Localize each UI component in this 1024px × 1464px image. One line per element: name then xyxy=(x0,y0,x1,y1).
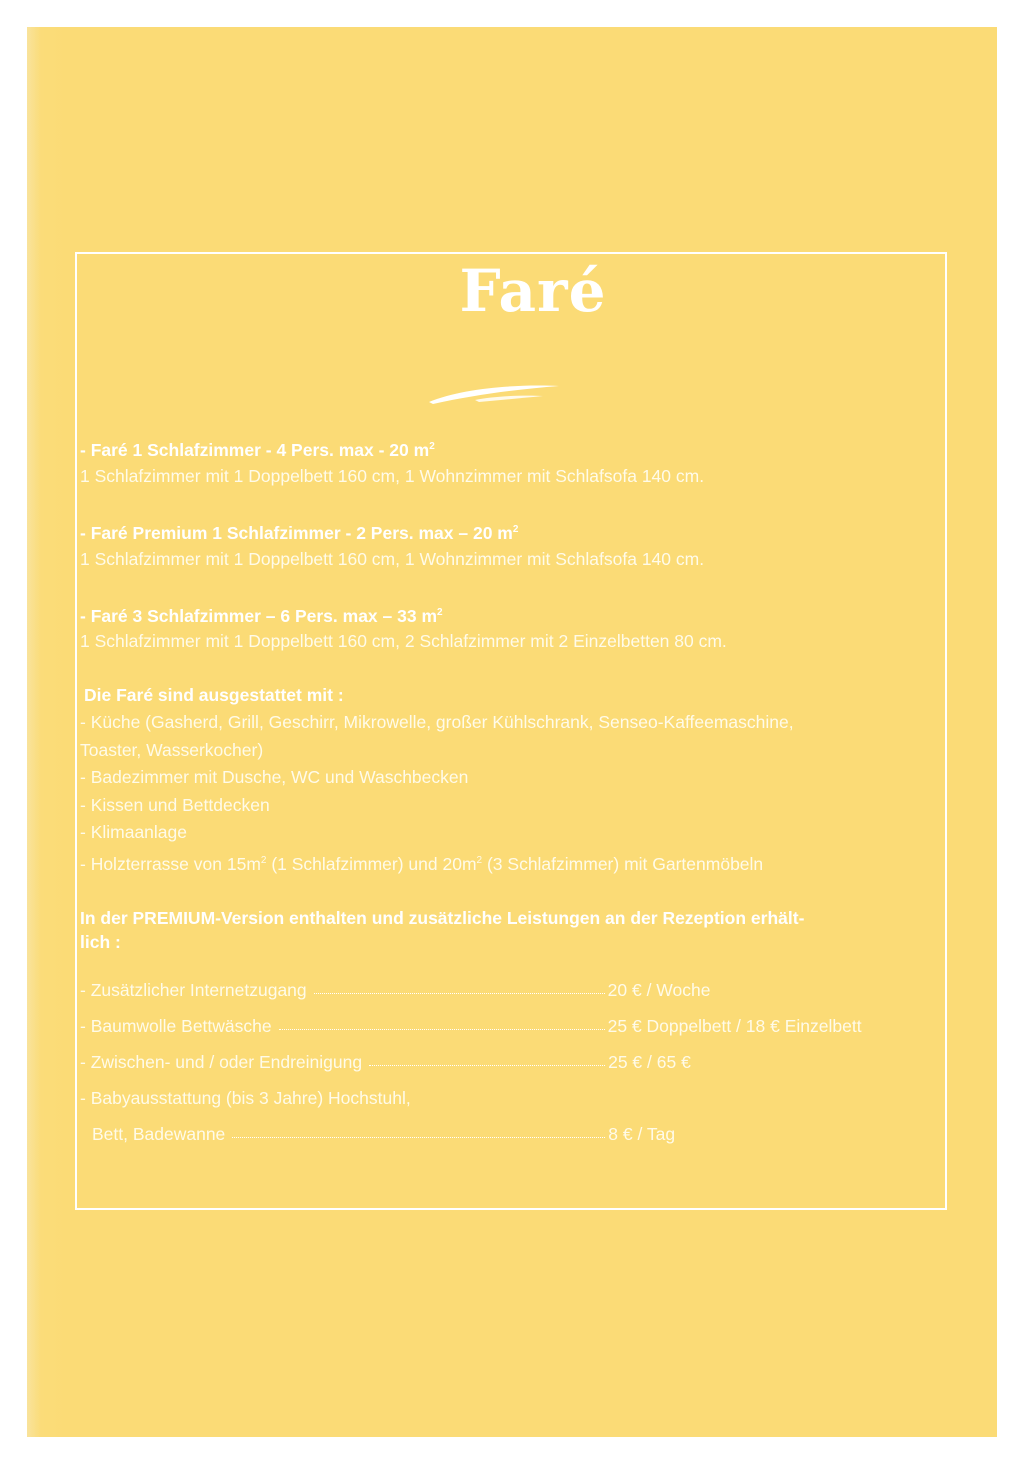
equipment-item: Toaster, Wasserkocher) xyxy=(80,739,264,760)
service-price: 8 € / Tag xyxy=(608,1124,676,1145)
room-description: 1 Schlafzimmer mit 1 Doppelbett 160 cm, 2 Schlafzimmer mit 2 Einzelbetten 80 cm. xyxy=(80,631,727,652)
service-label: Bett, Badewanne xyxy=(92,1124,226,1145)
dot-leader xyxy=(314,993,605,994)
price-row xyxy=(80,1008,920,1044)
room-description: 1 Schlafzimmer mit 1 Doppelbett 160 cm, 1 Wohnzimmer mit Schlafsofa 140 cm. xyxy=(80,548,705,569)
room-type-2 xyxy=(80,517,920,572)
brush-swash-decoration xyxy=(423,378,563,410)
premium-heading: In der PREMIUM-Version enthalten und zusätzliche Leistungen an der Rezeption erhält- lich : xyxy=(80,908,805,953)
service-label: - Babyausstattung (bis 3 Jahre) Hochstuhl, xyxy=(80,1088,411,1109)
price-row xyxy=(80,1116,920,1152)
room-type-3 xyxy=(80,600,920,655)
room-heading: - Faré 3 Schlafzimmer – 6 Pers. max – 33 $m^2$ xyxy=(80,605,443,626)
equipment-item: - Küche (Gasherd, Grill, Geschirr, Mikrowelle, großer Kühlschrank, Senseo-Kaffeemaschine, xyxy=(80,712,794,733)
dot-leader xyxy=(369,1065,605,1066)
service-label: - Baumwolle Bettwäsche xyxy=(80,1016,272,1037)
price-row xyxy=(80,972,920,1008)
equipment-item: - Kissen und Bettdecken xyxy=(80,794,270,815)
service-label: - Zusätzlicher Internetzugang xyxy=(80,980,307,1001)
main-content xyxy=(80,434,920,1152)
equipment-item: - Klimaanlage xyxy=(80,822,187,843)
room-description: 1 Schlafzimmer mit 1 Doppelbett 160 cm, 1 Wohnzimmer mit Schlafsofa 140 cm. xyxy=(80,465,705,486)
room-heading: - Faré Premium 1 Schlafzimmer - 2 Pers. max – 20 $m^2$ xyxy=(80,522,519,543)
service-label: - Zwischen- und / oder Endreinigung xyxy=(80,1052,363,1073)
dot-leader xyxy=(232,1137,605,1138)
equipment-item: - Badezimmer mit Dusche, WC und Waschbecken xyxy=(80,767,469,788)
page-title: Faré xyxy=(459,257,607,325)
dot-leader xyxy=(279,1029,605,1030)
price-list xyxy=(80,972,920,1152)
price-row xyxy=(80,1044,920,1080)
service-price: 20 € / Woche xyxy=(607,980,711,1001)
service-price: 25 € / 65 € xyxy=(608,1052,691,1073)
service-price: 25 € Doppelbett / 18 € Einzelbett xyxy=(607,1016,862,1037)
equipment-item-terrace: - Holzterrasse von $15m^2$ (1 Schlafzimmer) und $20m^2$ (3 Schlafzimmer) mit Gartenmöbeln xyxy=(80,853,764,874)
equipment-heading: Die Faré sind ausgestattet mit : xyxy=(84,685,344,706)
room-type-1 xyxy=(80,434,920,489)
room-heading: - Faré 1 Schlafzimmer - 4 Pers. max - 20 $m^2$ xyxy=(80,439,435,460)
